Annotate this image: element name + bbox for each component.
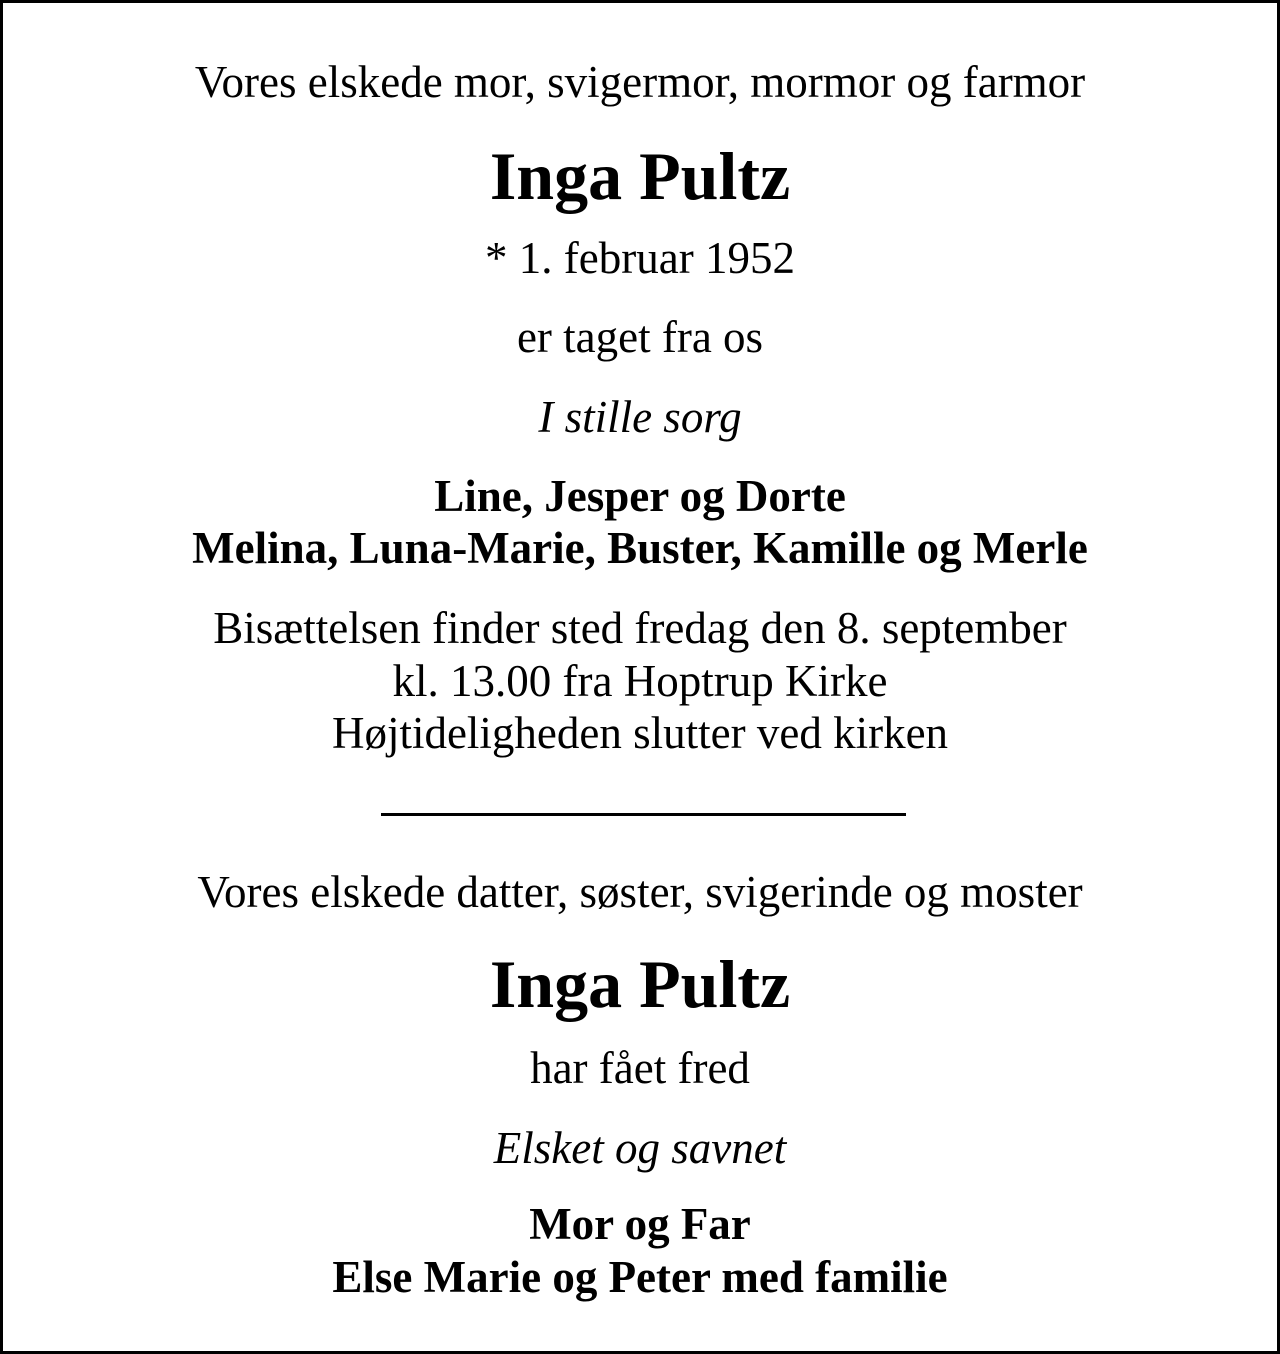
notice2-intro: Vores elskede datter, søster, svigerinde og moster: [197, 867, 1083, 917]
notice1-passing-text: er taget fra os: [516, 312, 764, 362]
notice1-family-line-2: Melina, Luna-Marie, Buster, Kamille og Merle: [192, 523, 1088, 573]
notice2-deceased-name: Inga Pultz: [489, 946, 791, 1022]
notice2-passing-text: har fået fred: [530, 1043, 750, 1093]
notice1-deceased-name: Inga Pultz: [489, 138, 791, 214]
notice1-farewell-text: I stille sorg: [538, 392, 742, 442]
notice1-family-line-1: Line, Jesper og Dorte: [434, 471, 846, 521]
notice2-farewell-text: Elsket og savnet: [493, 1123, 787, 1173]
notice2-family-line-2: Else Marie og Peter med familie: [332, 1252, 948, 1302]
notice2-family-line-1: Mor og Far: [529, 1199, 751, 1249]
notice1-funeral-line-3: Højtideligheden slutter ved kirken: [331, 708, 949, 758]
notice1-funeral-line-2: kl. 13.00 fra Hoptrup Kirke: [392, 656, 888, 706]
section-divider: [381, 813, 906, 816]
notice1-intro: Vores elskede mor, svigermor, mormor og farmor: [194, 57, 1086, 107]
notice1-funeral-line-1: Bisættelsen finder sted fredag den 8. september: [213, 603, 1067, 653]
notice1-birth-date: * 1. februar 1952: [485, 233, 795, 283]
